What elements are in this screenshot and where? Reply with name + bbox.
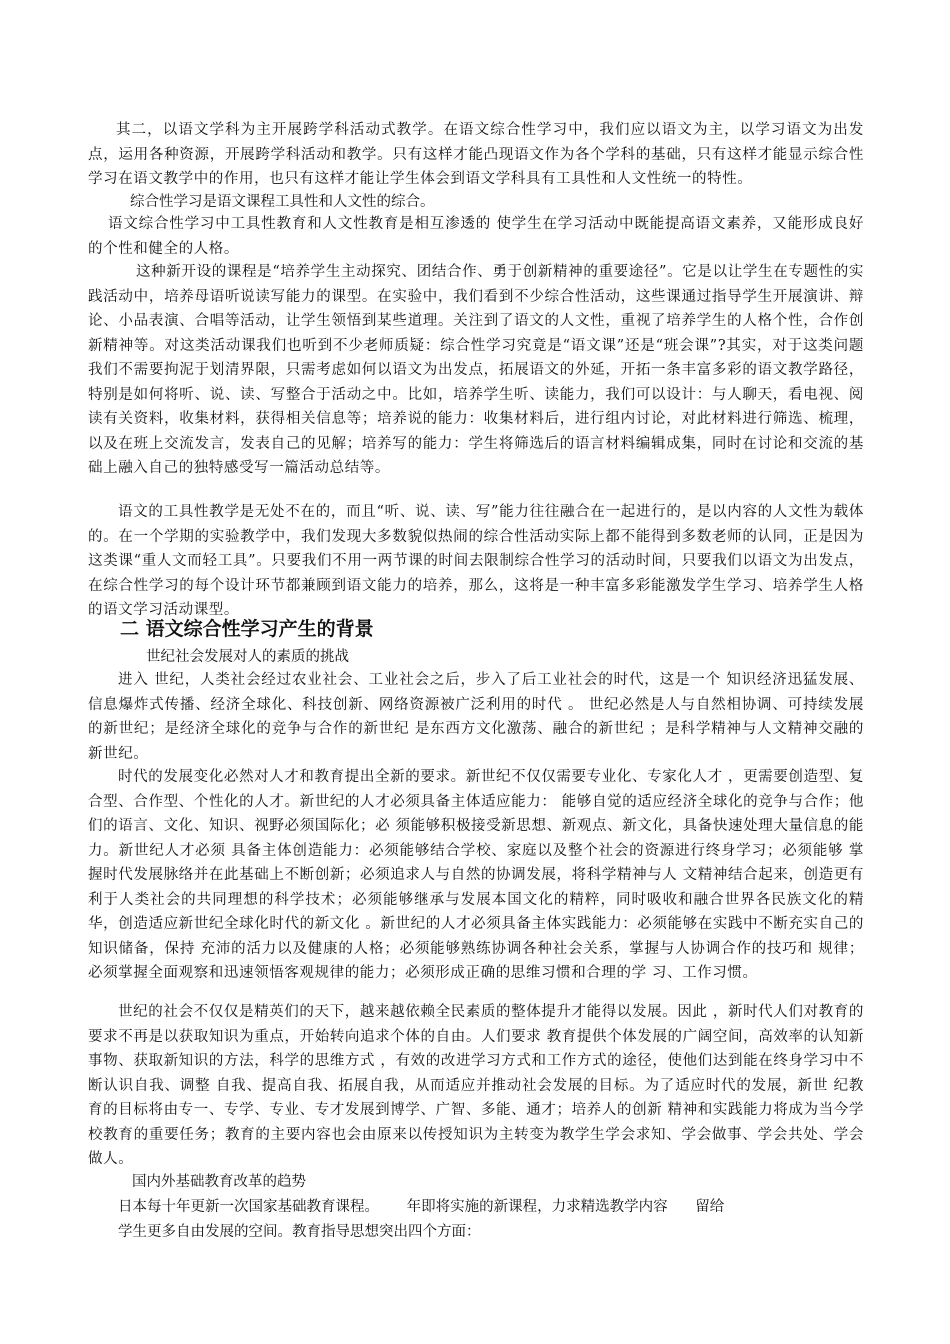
paragraph-instrumental-teaching: 语文的工具性教学是无处不在的，而且“听、说、读、写”能力往往融合在一起进行的，是以内容的人文性为载体的。在一个学期的实验教学中，我们发现大多数貌似热闹的综合性活动实际上都不能得到多数老师的认同，正是因为这类课“重人文而轻工具”。只要我们不用一两节课的时间去限制综合性学习的活动时间，只要我们以语文为出发点，在综合性学习的每个设计环节都兼顾到语文能力的培养，那么，这将是一种丰富多彩能激发学生学习、培养学生人格的语文学习活动课型。: [88, 504, 864, 618]
paragraph-education-demands: 世纪的社会不仅仅是精英们的天下，越来越依赖全民素质的整体提升才能得以发展。因此 ，新时代人们对教育的要求不再是以获取知识为重点，开始转向追求个体的自由。人们要求 教育提供个体发展的广阔空间，高效率的认知新事物、获取新知识的方法，科学的思维方式 ，有效的改进学习方式和工作方式的途径，使他们达到能在终身学习中不断认识自我、调整 自我、提高自我、拓展自我，从而适应并推动社会发展的目标。为了适应时代的发展，新世 纪教育的目标将由专一、专学、专业、专才发展到博学、广智、多能、通才；培养人的创新 精神和实践能力将成为当今学校教育的重要任务；教育的主要内容也会由原来以传授知识为主转变为教学生学会求知、学会做事、学会共处、学会做人。: [88, 1004, 864, 1167]
text-line-students: 学生更多自由发展的空间。教育指导思想突出四个方面：: [118, 1224, 481, 1240]
text-line-japan: 日本每十年更新一次国家基础教育课程。 年即将实施的新课程，力求精选教学内容 留给: [118, 1199, 725, 1215]
paragraph-new-course: 这种新开设的课程是“培养学生主动探究、团结合作、勇于创新精神的重要途径”。它是以让学生在专题性的实践活动中，培养母语听说读写能力的课型。在实验中，我们看到不少综合性活动，这些课通过指导学生开展演讲、辩论、小品表演、合唱等活动，让学生领悟到某些道理。关注到了语文的人文性，重视了培养学生的人格个性，合作创新精神等。对这类活动课我们也听到不少老师质疑：综合性学习究竟是“语文课”还是“班会课”?其实，对于这类问题我们不需要拘泥于划清界限，只需考虑如何以语文为出发点，拓展语文的外延，开拓一条丰富多彩的语文教学路径，特别是如何将听、说、读、写整合于活动之中。比如，培养学生听、读能力，我们可以设计：与人聊天，看电视、阅读有关资料，收集材料，获得相关信息等；培养说的能力：收集材料后，进行组内讨论，对此材料进行筛选、梳理，以及在班上交流发言，发表自己的见解；培养写的能力：学生将筛选后的语言材料编辑成集，同时在讨论和交流的基础上融入自己的独特感受写一篇活动总结等。: [88, 264, 864, 476]
subheading-reform-trends: 国内外基础教育改革的趋势: [132, 1174, 306, 1190]
paragraph-mutual-penetration: 语文综合性学习中工具性教育和人文性教育是相互渗透的 使学生在学习活动中既能提高语文素养，又能形成良好的个性和健全的人格。: [88, 216, 864, 257]
section-heading: 二 语文综合性学习产生的背景: [120, 618, 374, 640]
paragraph-entering-century: 进入 世纪，人类社会经过农业社会、工业社会之后，步入了后工业社会的时代，这是一个 知识经济迅猛发展、信息爆炸式传播、经济全球化、科技创新、网络资源被广泛利用的时代 。 世纪必然是人与自然相协调、可持续发展的新世纪；是经济全球化的竞争与合作的新世纪 是东西方文化激荡、融合的新世纪 ；是科学精神与人文精神交融的新世纪。: [88, 672, 864, 762]
paragraph-talent-requirements: 时代的发展变化必然对人才和教育提出全新的要求。新世纪不仅仅需要专业化、专家化人才 ，更需要创造型、复合型、合作型、个性化的人才。新世纪的人才必须具备主体适应能力： 能够自觉的适应经济全球化的竞争与合作；他们的语言、文化、知识、视野必须国际化；必 须能够积极接受新思想、新观点、新文化，具备快速处理大量信息的能力。新世纪人才必须 具备主体创造能力：必须能够结合学校、家庭以及整个社会的资源进行终身学习；必须能够 掌握时代发展脉络并在此基础上不断创新；必须追求人与自然的协调发展，将科学精神与人 文精神结合起来，创造更有利于人类社会的共同理想的科学技术；必须能够继承与发展本国文化的精粹，同时吸收和融合世界各民族文化的精华，创造适应新世纪全球化时代的新文化 。新世纪的人才必须具备主体实践能力：必须能够在实践中不断充实自己的知识储备，保持 充沛的活力以及健康的人格；必须能够熟练协调各种社会关系，掌握与人协调合作的技巧和 规律；必须掌握全面观察和迅速领悟客观规律的能力；必须形成正确的思维习惯和合理的学 习、工作习惯。: [88, 769, 864, 981]
paragraph-synthesis-statement: 综合性学习是语文课程工具性和人文性的综合。: [130, 194, 435, 210]
subheading-century-challenge: 世纪社会发展对人的素质的挑战: [146, 649, 349, 665]
paragraph-interdisciplinary: 其二，以语文学科为主开展跨学科活动式教学。在语文综合性学习中，我们应以语文为主，以学习语文为出发点，运用各种资源，开展跨学科活动和教学。只有这样才能凸现语文作为各个学科的基础，只有这样才能显示综合性学习在语文教学中的作用，也只有这样才能让学生体会到语文学科具有工具性和人文性统一的特性。: [88, 122, 864, 187]
